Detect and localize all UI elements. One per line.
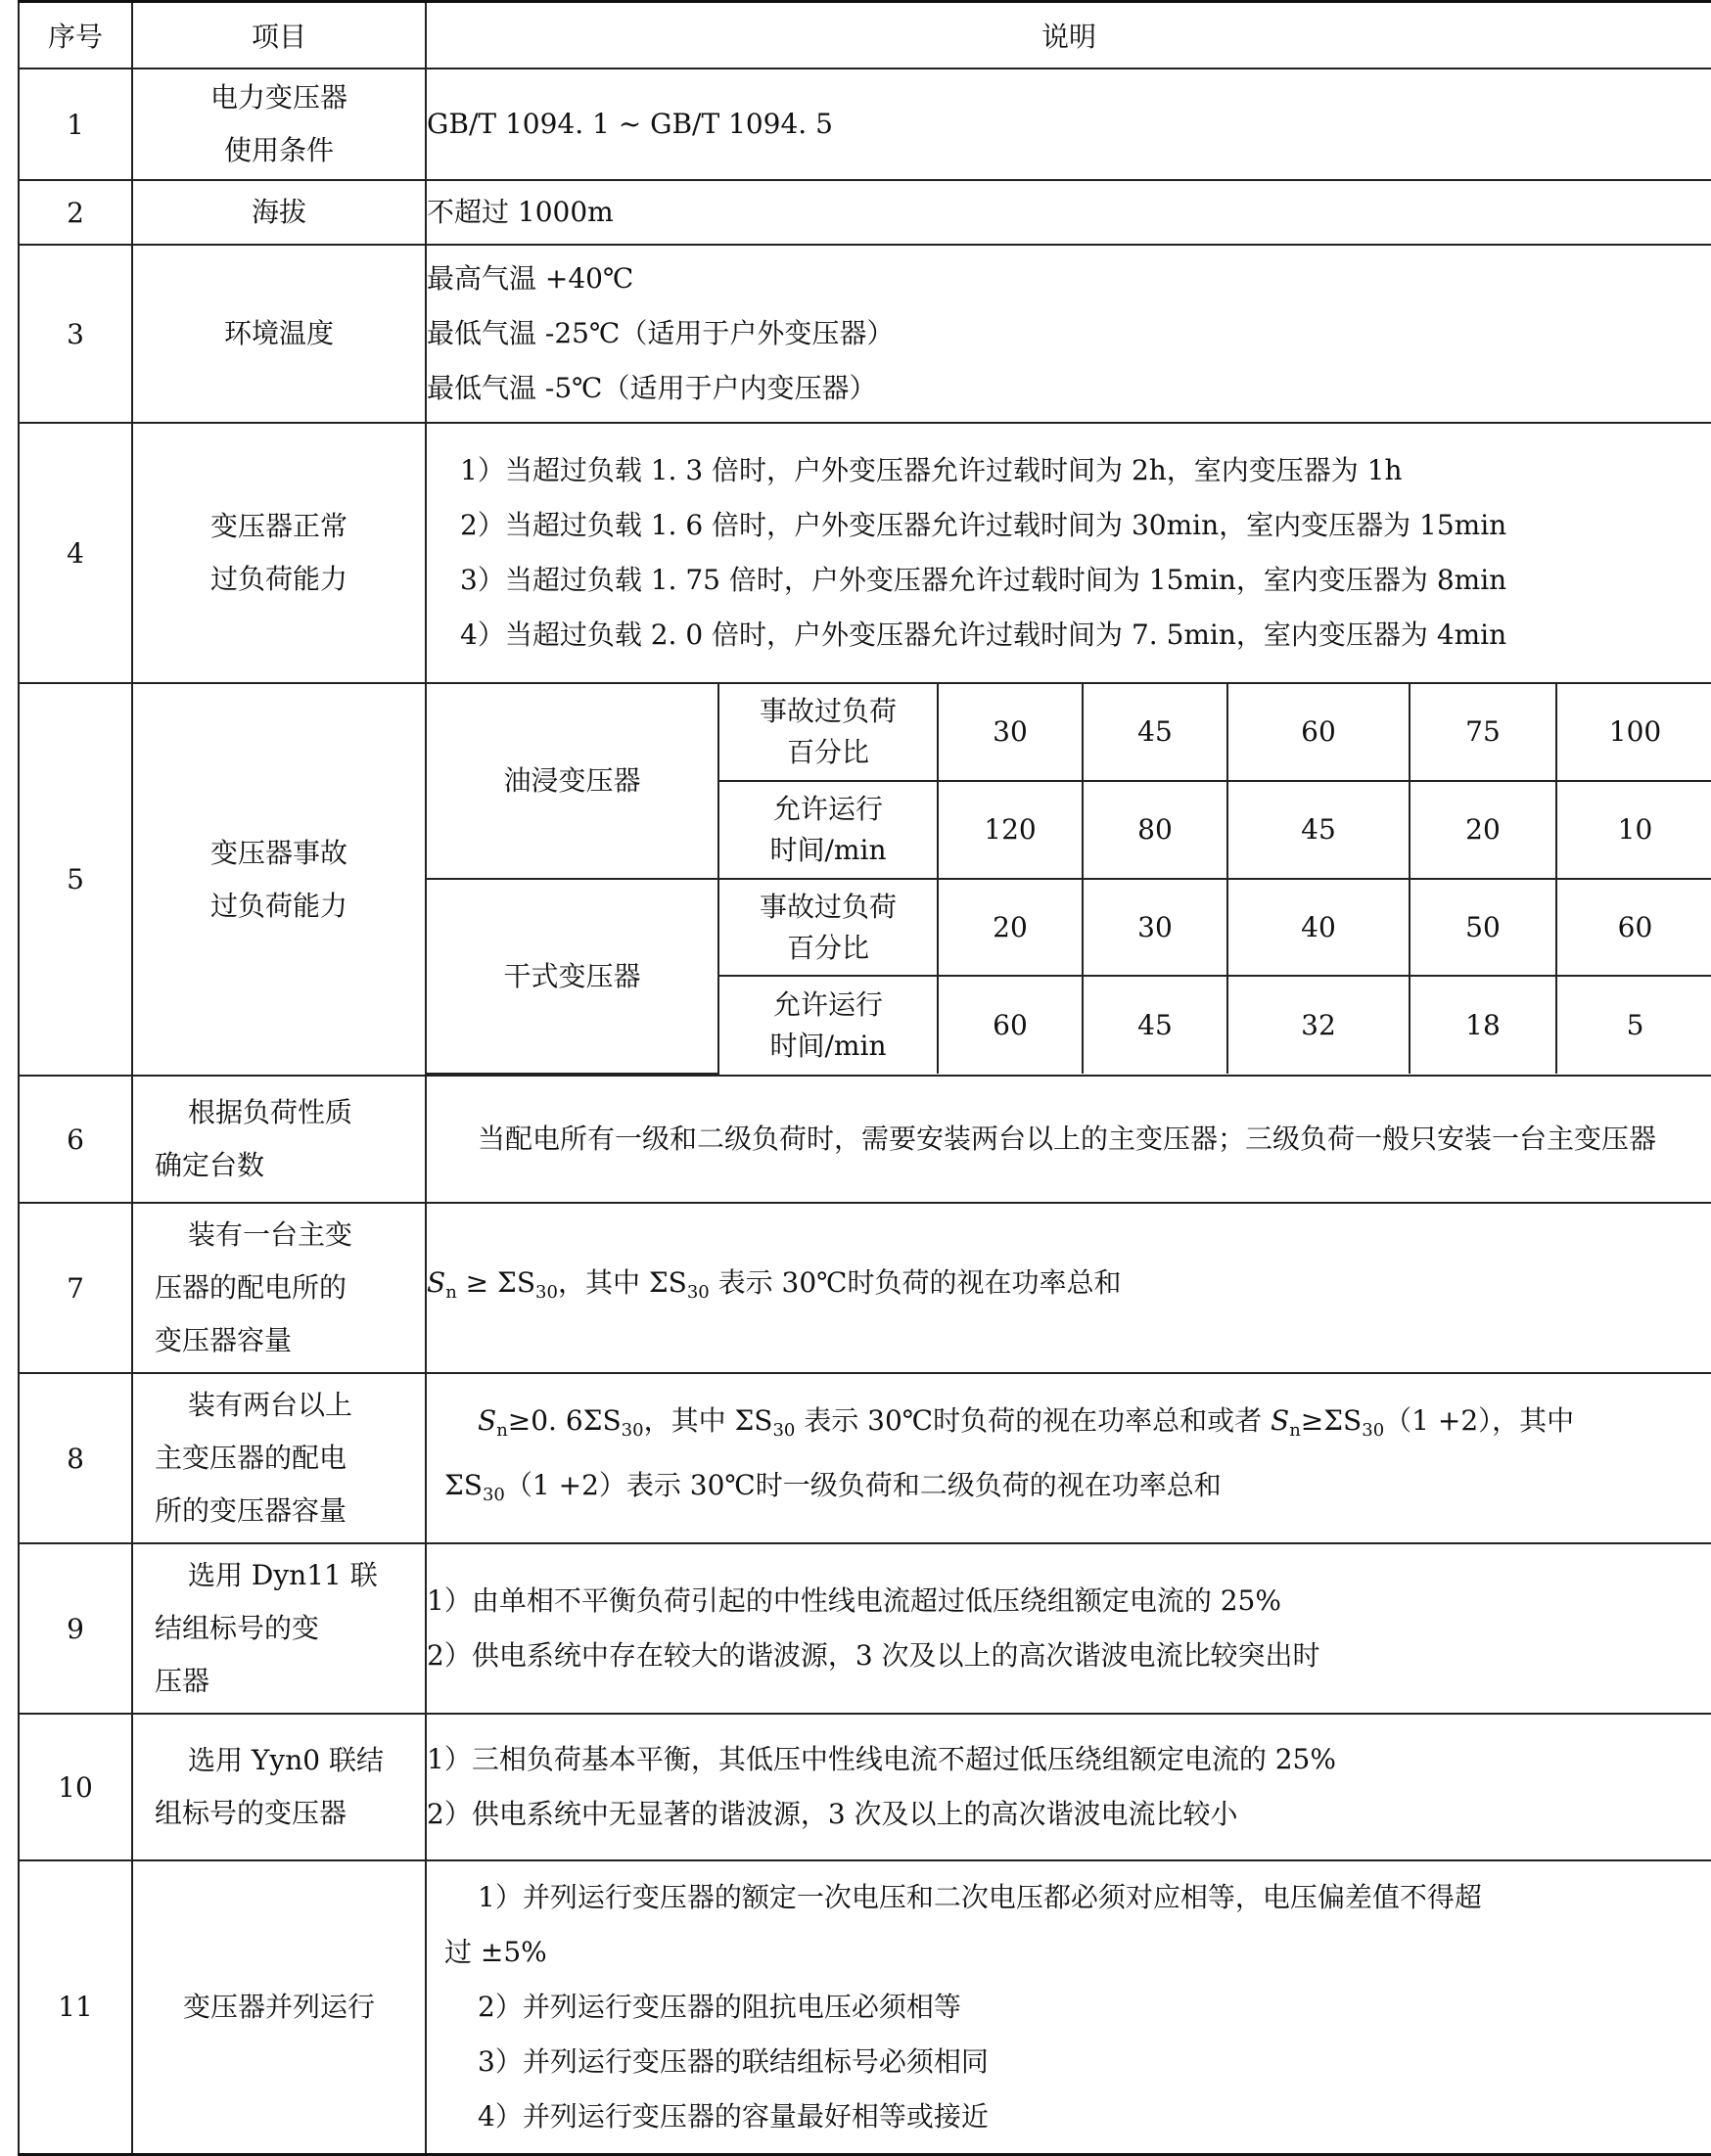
formula-text: 表示 30℃时负荷的视在功率总和 [709,1266,1122,1299]
row-desc [426,69,1711,180]
desc-line: 1）由单相不平衡负荷引起的中性线电流超过低压绕组额定电流的 25% [427,1584,1281,1617]
item-line: 根据负荷性质 [188,1096,353,1128]
label-line: 允许运行 [772,793,883,825]
item-line: 电力变压器 [209,81,347,114]
item-line: 过负荷能力 [209,889,347,922]
header-desc: 说明 [426,2,1711,69]
value-cell: 60 [938,976,1083,1074]
table-row [19,1076,1711,1203]
label-line: 百分比 [786,736,869,768]
pct-label [718,684,938,781]
item-line: 变压器容量 [155,1324,293,1356]
table-row [19,1203,1711,1373]
item-line: 装有一台主变 [188,1218,353,1251]
desc-line: 3）并列运行变压器的联结组标号必须相同 [478,2044,989,2078]
pct-label [718,879,938,976]
desc-line: 2）供电系统中无显著的谐波源，3 次及以上的高次谐波电流比较小 [427,1798,1238,1830]
value-cell: 5 [1556,976,1711,1074]
item-line: 压器 [155,1665,210,1697]
table-row [19,1714,1711,1860]
formula-text: ≥0. 6ΣS [507,1404,622,1437]
formula-subscript: n [445,1282,457,1303]
formula-text: （1 +2），其中 [1384,1404,1575,1437]
table-row [19,69,1711,180]
item-line: 确定台数 [155,1149,265,1181]
formula-text: ΣS [444,1469,483,1501]
row-item [132,1203,426,1373]
table-header-row [19,2,1711,69]
formula-text: ，其中 ΣS [643,1404,773,1437]
row-no: 6 [19,1076,132,1203]
value-cell: 45 [1083,976,1227,1074]
row-no: 9 [19,1543,132,1714]
value-cell: 75 [1410,684,1556,781]
table-row [19,1373,1711,1543]
formula-symbol: S [427,1266,446,1299]
header-no: 序号 [19,2,132,69]
item-line: 环境温度 [223,317,334,349]
time-label [718,976,938,1074]
value-cell: 30 [938,684,1083,781]
subtable-row [427,684,1711,781]
label-line: 允许运行 [772,987,883,1021]
header-item: 项目 [132,2,426,69]
row-no: 7 [19,1203,132,1373]
row-desc [426,180,1711,245]
formula-subscript: 30 [621,1420,644,1441]
value-cell: 60 [1556,879,1711,976]
item-line: 结组标号的变 [155,1612,320,1644]
desc-line: 1）当超过负载 1. 3 倍时，户外变压器允许过载时间为 2h，室内变压器为 1h [460,454,1403,486]
desc-line: 3）当超过负载 1. 75 倍时，户外变压器允许过载时间为 15min，室内变压器为 8min [460,564,1507,596]
row-desc [426,245,1711,423]
item-line: 所的变压器容量 [155,1494,347,1527]
formula-line [427,1256,1711,1320]
value-cell: 100 [1556,684,1711,781]
row-no: 3 [19,245,132,423]
transformer-type: 油浸变压器 [427,684,718,879]
row-item [132,245,426,423]
label-line: 时间/min [769,1029,887,1062]
item-line: 压器的配电所的 [155,1271,347,1304]
row-no: 4 [19,423,132,683]
item-line: 组标号的变压器 [155,1797,347,1829]
table-row [19,180,1711,245]
formula-text: 表示 30℃时负荷的视在功率总和或者 [795,1404,1272,1437]
desc-line: 不超过 1000m [427,196,614,228]
formula-symbol: S [1271,1404,1290,1437]
item-line: 变压器正常 [209,510,347,542]
label-line: 事故过负荷 [759,890,897,923]
value-cell: 10 [1556,781,1711,879]
item-line: 主变压器的配电 [155,1442,347,1474]
formula-subscript: 30 [535,1282,558,1303]
desc-line: 2）供电系统中存在较大的谐波源，3 次及以上的高次谐波电流比较突出时 [427,1639,1320,1672]
desc-line: GB/T 1094. 1 ~ GB/T 1094. 5 [427,108,833,140]
row-item [132,1373,426,1543]
item-line: 过负荷能力 [209,563,347,595]
formula-line [444,1458,1693,1523]
value-cell: 18 [1410,976,1556,1074]
value-cell: 45 [1083,684,1227,781]
desc-line: 最高气温 +40℃ [427,262,634,295]
value-cell: 60 [1227,684,1410,781]
value-cell: 30 [1083,879,1227,976]
item-line: 选用 Yyn0 联结 [188,1744,384,1776]
value-cell: 80 [1083,781,1227,879]
row-item [132,1543,426,1714]
label-line: 百分比 [786,931,869,964]
overload-subtable [427,684,1711,1075]
desc-paragraph: 当配电所有一级和二级负荷时，需要安装两台以上的主变压器；三级负荷一般只安装一台主变压器 [478,1123,1657,1155]
subtable-row [427,879,1711,976]
desc-line: 1）三相负荷基本平衡，其低压中性线电流不超过低压绕组额定电流的 25% [427,1743,1336,1775]
label-line: 时间/min [769,834,887,866]
item-line: 选用 Dyn11 联 [188,1559,378,1591]
desc-line: 最低气温 -25℃（适用于户外变压器） [427,317,895,349]
transformer-type: 干式变压器 [427,879,718,1074]
row-item [132,1076,426,1203]
formula-text: （1 +2）表示 30℃时一级负荷和二级负荷的视在功率总和 [504,1469,1222,1501]
desc-line: 4）并列运行变压器的容量最好相等或接近 [478,2099,989,2133]
formula-subscript: n [1289,1420,1301,1441]
formula-text: ≥ ΣS [456,1266,536,1299]
value-cell: 50 [1410,879,1556,976]
row-item [132,1860,426,2154]
row-desc [426,423,1711,683]
desc-line: 2）当超过负载 1. 6 倍时，户外变压器允许过载时间为 30min，室内变压器为 15min [460,509,1507,541]
table-row [19,1860,1711,2154]
value-cell: 20 [938,879,1083,976]
row-desc [426,1543,1711,1714]
transformer-spec-table [18,0,1711,2156]
desc-line: 最低气温 -5℃（适用于户内变压器） [427,372,877,404]
value-cell: 40 [1227,879,1410,976]
item-line: 海拔 [251,196,306,228]
spec-table-document [18,0,1711,2156]
label-line: 事故过负荷 [759,695,897,727]
row-item [132,1714,426,1860]
table-row [19,423,1711,683]
table-row [19,245,1711,423]
formula-symbol: S [478,1404,497,1437]
formula-subscript: 30 [772,1420,796,1441]
row-desc [426,1076,1711,1203]
item-line: 装有两台以上 [188,1389,353,1421]
row-item [132,683,426,1076]
value-cell: 45 [1227,781,1410,879]
item-line: 变压器事故 [209,836,347,869]
desc-line: 过 ±5% [444,1935,547,1968]
row-desc [426,1714,1711,1860]
value-cell: 20 [1410,781,1556,879]
formula-subscript: 30 [686,1282,710,1303]
value-cell: 120 [938,781,1083,879]
item-line: 变压器并列运行 [182,1990,375,2023]
row-desc [426,1860,1711,2154]
row-no: 2 [19,180,132,245]
table-row [19,1543,1711,1714]
row-item [132,423,426,683]
overload-subtable-cell [426,683,1711,1076]
row-no: 1 [19,69,132,180]
formula-subscript: 30 [482,1485,505,1505]
item-line: 使用条件 [223,134,334,166]
formula-text: ≥ΣS [1300,1404,1363,1437]
time-label [718,781,938,879]
row-desc [426,1373,1711,1543]
formula-subscript: n [496,1420,508,1441]
desc-line: 1）并列运行变压器的额定一次电压和二次电压都必须对应相等，电压偏差值不得超 [478,1880,1482,1913]
formula-line [444,1394,1693,1458]
desc-line: 4）当超过负载 2. 0 倍时，户外变压器允许过载时间为 7. 5min，室内变压器为 4min [460,619,1507,651]
row-no: 10 [19,1714,132,1860]
row-desc [426,1203,1711,1373]
value-cell: 32 [1227,976,1410,1074]
formula-subscript: 30 [1362,1420,1385,1441]
row-item [132,69,426,180]
row-no: 5 [19,683,132,1076]
formula-text: ，其中 ΣS [557,1266,687,1299]
row-no: 8 [19,1373,132,1543]
desc-line: 2）并列运行变压器的阻抗电压必须相等 [478,1990,961,2023]
row-no: 11 [19,1860,132,2154]
row-item [132,180,426,245]
table-row [19,683,1711,1076]
